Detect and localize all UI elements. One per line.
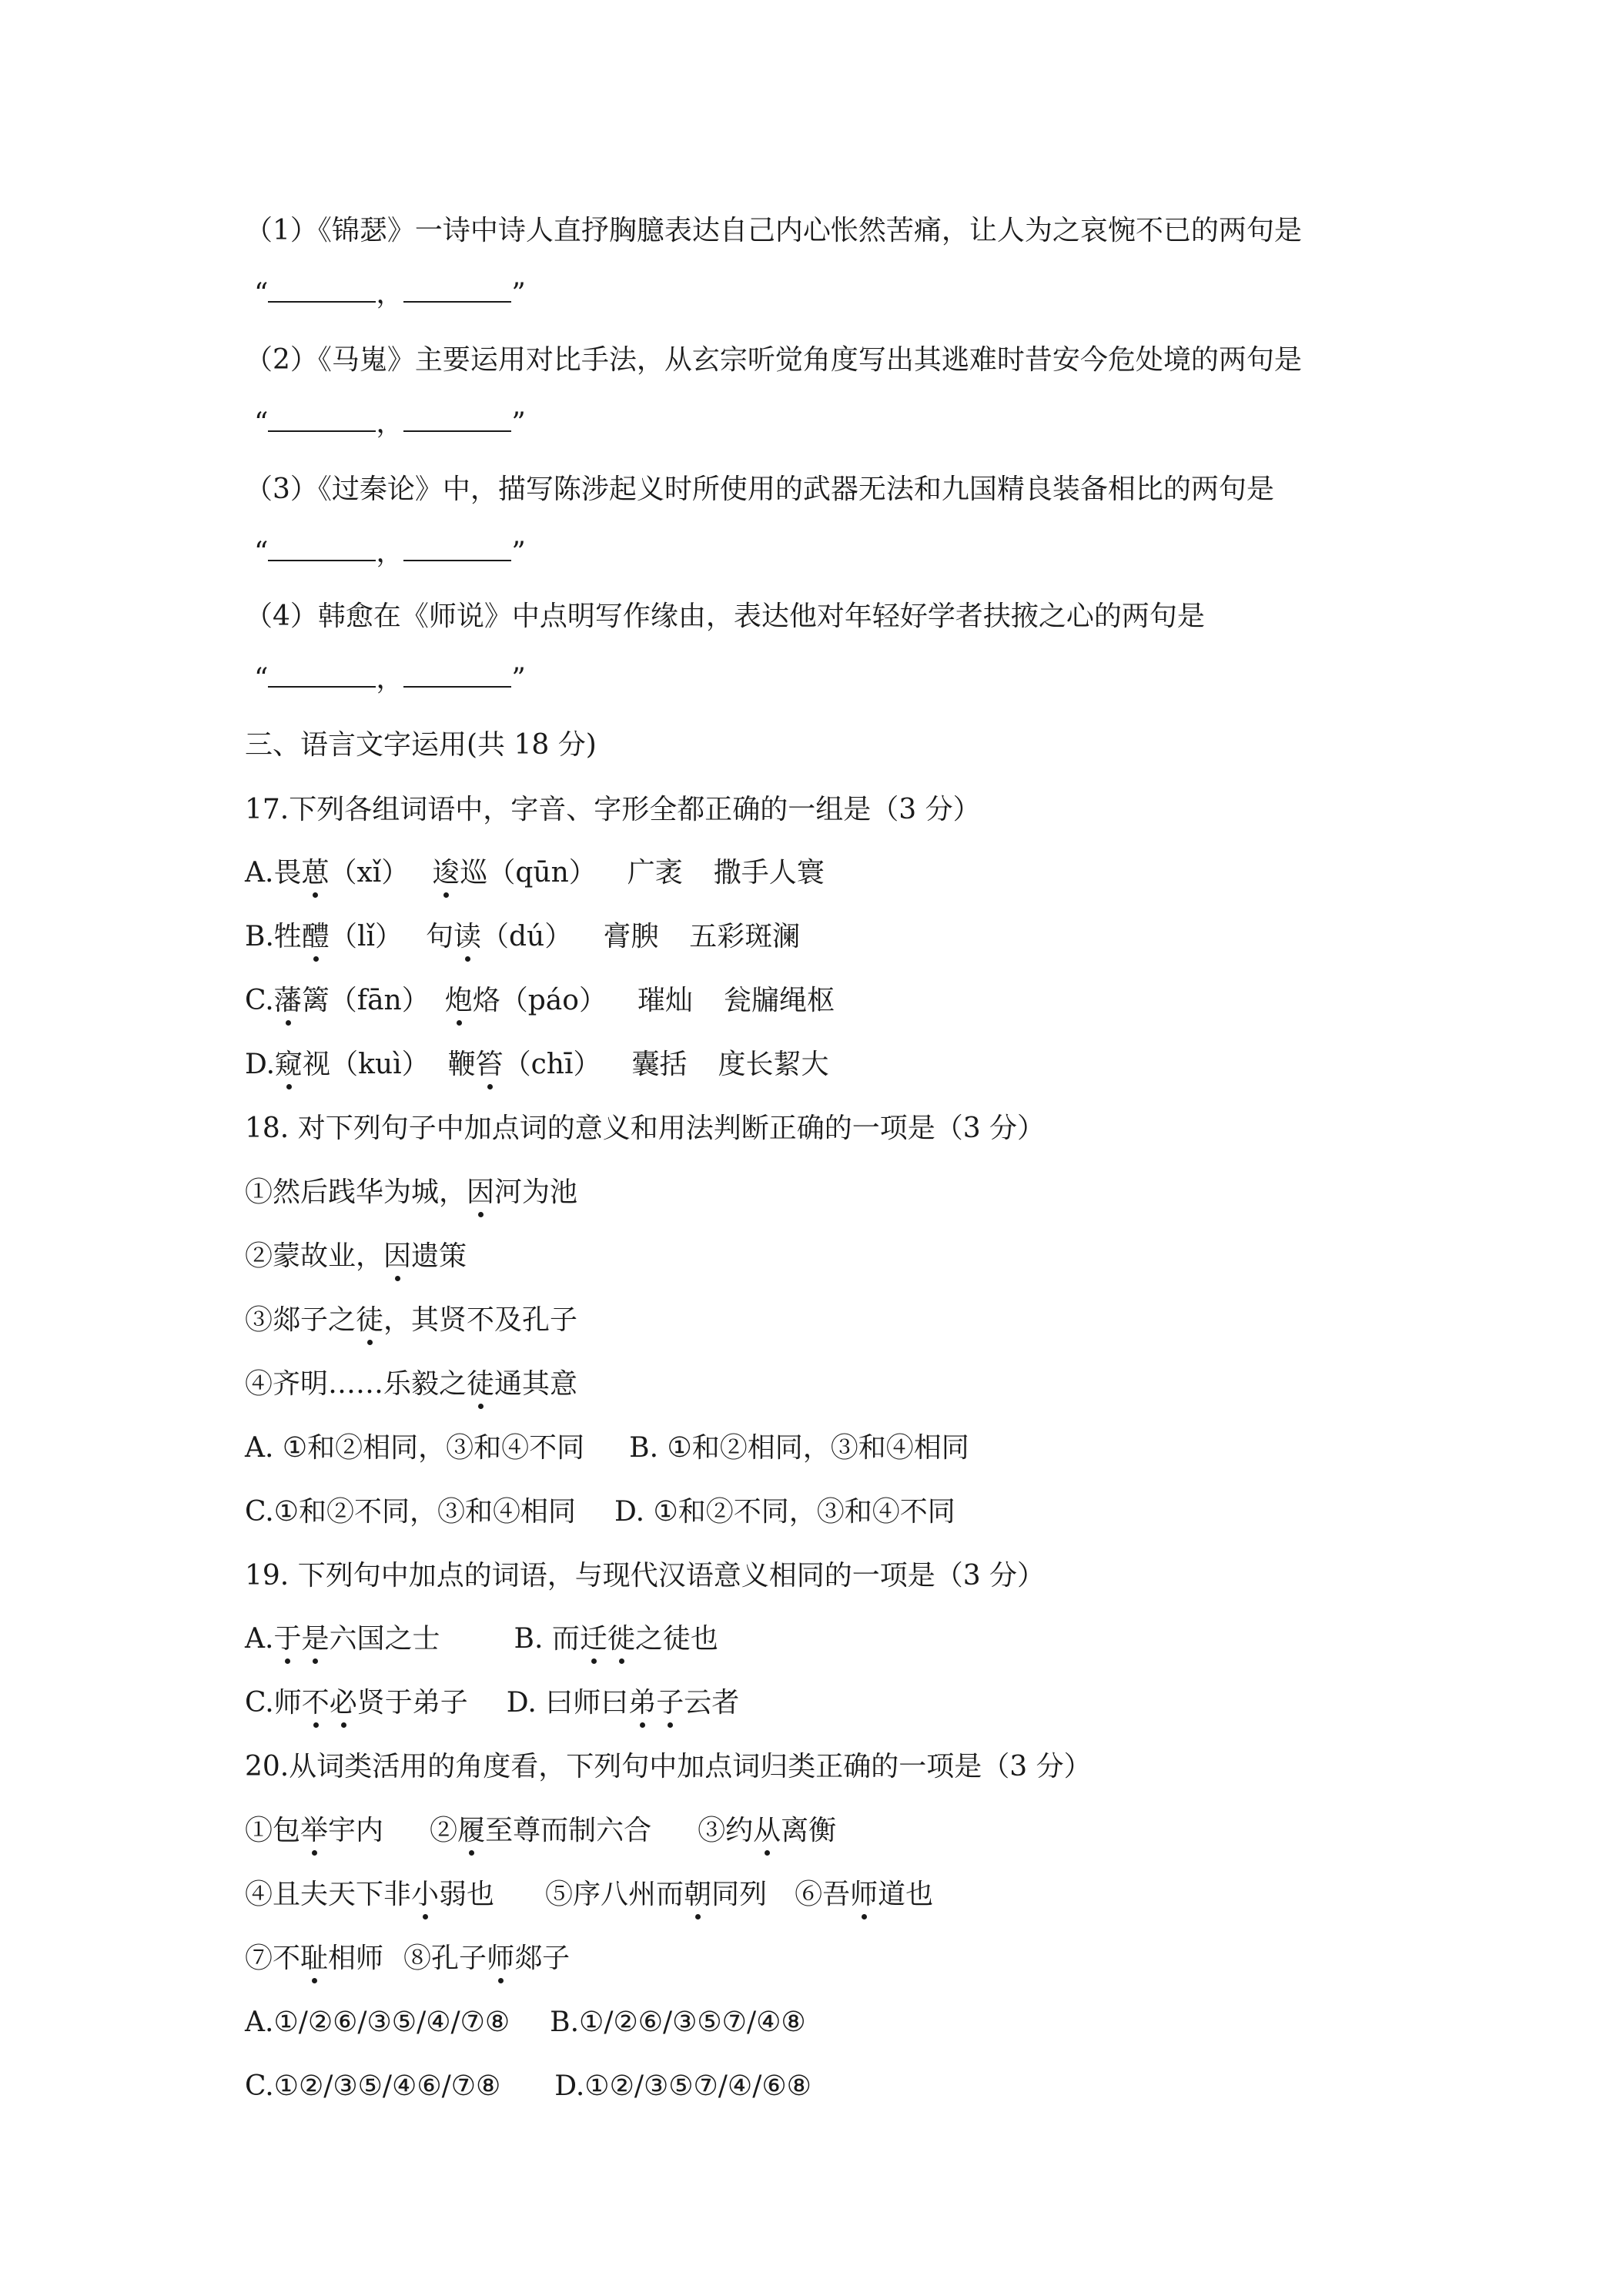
answer-blank[interactable] [403, 537, 511, 561]
word: 璀灿 [637, 985, 693, 1016]
sentence-text: ④齐明……乐毅之 [245, 1368, 467, 1400]
dotted-char: 徙 [607, 1623, 635, 1655]
dotted-char: 逡 [432, 857, 460, 889]
close-quote: ” [511, 407, 526, 439]
word: 烙 [472, 985, 500, 1016]
q17-stem: 17.下列各组词语中，字音、字形全都正确的一组是（3 分） [245, 794, 981, 825]
option-letter: C. [245, 985, 274, 1016]
sentence-text: ，其贤不及孔子 [383, 1304, 578, 1336]
q20-sentences-row-2 [245, 1876, 933, 1913]
dotted-char: 耻 [300, 1943, 329, 1974]
answer-blank[interactable] [268, 407, 376, 432]
dotted-char: 葸 [301, 857, 330, 889]
recitation-q3-text: （3）《过秦论》中，描写陈涉起义时所使用的武器无法和九国精良装备相比的两句是 [245, 474, 1274, 505]
q20-option-d[interactable]: D.①②/③⑤⑦/④/⑥⑧ [554, 2070, 812, 2102]
open-quote: “ [254, 663, 269, 694]
sentence-text: ③约 [698, 1815, 754, 1846]
pinyin: （dú） [481, 921, 573, 952]
q18-options-row-1 [245, 1430, 969, 1467]
dotted-char: 徒 [356, 1304, 384, 1336]
q19-option-b[interactable] [514, 1623, 718, 1655]
comma: ， [376, 407, 404, 439]
answer-blank[interactable] [268, 663, 376, 688]
close-quote: ” [511, 278, 526, 310]
sentence-text: ⑥吾 [795, 1879, 851, 1910]
word: 篱 [301, 985, 330, 1016]
option-letter: B. [245, 921, 274, 952]
dotted-char: 炮 [444, 985, 473, 1016]
word: 囊括 [631, 1049, 688, 1080]
q17-option-b[interactable] [245, 919, 800, 956]
q18-options-row-2 [245, 1494, 955, 1531]
recitation-q1-answer-blanks[interactable] [254, 276, 526, 313]
dotted-char: 子 [656, 1687, 684, 1719]
dotted-char: 醴 [301, 921, 330, 952]
q19-option-c[interactable] [245, 1687, 468, 1719]
sentence-text: 宇内 [328, 1815, 384, 1846]
q19-stem: 19. 下列句中加点的词语，与现代汉语意义相同的一项是（3 分） [245, 1560, 1046, 1591]
q18-option-a[interactable]: A. ①和②相同，③和④不同 [245, 1432, 585, 1464]
comma: ， [376, 537, 404, 568]
dotted-char: 于 [273, 1623, 302, 1655]
sentence-text: 郯子 [514, 1943, 571, 1974]
dotted-char: 迁 [579, 1623, 607, 1655]
answer-blank[interactable] [403, 663, 511, 688]
option-text: 云者 [684, 1687, 740, 1719]
recitation-q1-text: （1）《锦瑟》一诗中诗人直抒胸臆表达自己内心怅然苦痛，让人为之哀惋不已的两句是 [245, 215, 1302, 246]
option-text: 贤于弟子 [356, 1687, 468, 1719]
word: 畏 [273, 857, 302, 889]
word: 视 [303, 1049, 331, 1080]
q20-sentences-row-1 [245, 1812, 836, 1849]
answer-blank[interactable] [268, 537, 376, 561]
word: 牲 [273, 921, 302, 952]
option-text: B. 而 [514, 1623, 580, 1655]
word: 广袤 [627, 857, 683, 889]
q18-stem: 18. 对下列句子中加点词的意义和用法判断正确的一项是（3 分） [245, 1113, 1046, 1144]
q20-sentence-3 [698, 1815, 836, 1846]
sentence-text: ④且夫天下非 [245, 1879, 412, 1910]
dotted-char: 从 [753, 1815, 781, 1846]
answer-blank[interactable] [403, 278, 511, 303]
sentence-text: 河为池 [494, 1176, 578, 1208]
sentence-text: ② [430, 1815, 458, 1846]
pinyin: （kuì） [330, 1049, 430, 1080]
dotted-char: 师 [487, 1943, 515, 1974]
q20-sentences-row-3 [245, 1940, 570, 1977]
dotted-char: 笞 [475, 1049, 504, 1080]
q20-sentence-4 [245, 1879, 494, 1910]
sentence-text: 弱也 [439, 1879, 495, 1910]
q20-options-row-1 [245, 2004, 806, 2041]
recitation-q2-text: （2）《马嵬》主要运用对比手法，从玄宗听觉角度写出其逃难时昔安今危处境的两句是 [245, 344, 1302, 376]
word: 句 [425, 921, 453, 952]
option-text: D. 曰师曰 [506, 1687, 629, 1719]
sentence-text: ①包 [245, 1815, 301, 1846]
word: 鞭 [447, 1049, 476, 1080]
q18-sentence-2 [245, 1238, 467, 1275]
dotted-char: 读 [453, 921, 481, 952]
word: 五彩斑澜 [689, 921, 801, 952]
dotted-char: 举 [300, 1815, 329, 1846]
word: 撒手人寰 [713, 857, 825, 889]
word: 度长絜大 [718, 1049, 829, 1080]
sentence-text: 同列 [711, 1879, 768, 1910]
sentence-text: ⑤序八州而 [545, 1879, 684, 1910]
sentence-text: 道也 [878, 1879, 934, 1910]
recitation-q4-text: （4）韩愈在《师说》中点明写作缘由，表达他对年轻好学者扶掖之心的两句是 [245, 601, 1205, 632]
dotted-char: 必 [329, 1687, 357, 1719]
q19-options-row-2 [245, 1685, 739, 1722]
open-quote: “ [254, 407, 269, 439]
dotted-char: 履 [457, 1815, 486, 1846]
recitation-q4-answer-blanks[interactable] [254, 661, 526, 698]
sentence-text: ③郯子之 [245, 1304, 356, 1336]
q20-sentence-7 [245, 1943, 383, 1974]
pinyin: （fān） [329, 985, 430, 1016]
pinyin: （chī） [503, 1049, 601, 1080]
word: 瓮牖绳枢 [723, 985, 835, 1016]
pinyin: （lǐ） [329, 921, 403, 952]
option-text: C.师 [245, 1687, 302, 1719]
comma: ， [376, 278, 404, 310]
q19-option-d[interactable] [507, 1687, 740, 1719]
q18-option-b[interactable]: B. ①和②相同，③和④相同 [629, 1432, 969, 1464]
q20-sentence-2 [430, 1815, 651, 1846]
q20-option-a[interactable]: A.①/②⑥/③⑤/④/⑦⑧ [245, 2006, 510, 2038]
q19-option-a[interactable] [245, 1623, 440, 1655]
q20-option-b[interactable]: B.①/②⑥/③⑤⑦/④⑧ [550, 2006, 806, 2038]
q20-sentence-1 [245, 1815, 383, 1846]
q18-option-d[interactable]: D. ①和②不同，③和④不同 [614, 1496, 955, 1528]
q20-sentence-8 [403, 1943, 570, 1974]
recitation-q2-answer-blanks[interactable] [254, 405, 526, 442]
q18-sentence-4 [245, 1366, 577, 1403]
q19-options-row-1 [245, 1621, 718, 1658]
dotted-char: 朝 [684, 1879, 712, 1910]
dotted-char: 徒 [467, 1368, 495, 1400]
q18-sentence-3 [245, 1302, 577, 1339]
word: 巡 [460, 857, 488, 889]
q18-option-c[interactable]: C.①和②不同，③和④相同 [245, 1496, 576, 1528]
recitation-q3-answer-blanks[interactable] [254, 534, 526, 571]
word: 膏腴 [603, 921, 659, 952]
dotted-char: 弟 [628, 1687, 657, 1719]
sentence-text: 遗策 [411, 1240, 467, 1272]
sentence-text: 通其意 [494, 1368, 578, 1400]
sentence-text: 相师 [328, 1943, 384, 1974]
close-quote: ” [511, 537, 526, 568]
dotted-char: 窥 [275, 1049, 303, 1080]
sentence-text: 至尊而制六合 [485, 1815, 652, 1846]
pinyin: （xǐ） [329, 857, 410, 889]
close-quote: ” [511, 663, 526, 694]
open-quote: “ [254, 537, 269, 568]
sentence-text: ⑧孔子 [403, 1943, 487, 1974]
sentence-text: ⑦不 [245, 1943, 301, 1974]
pinyin: （qūn） [487, 857, 597, 889]
q20-sentence-5 [545, 1879, 767, 1910]
sentence-text: ②蒙故业， [245, 1240, 384, 1272]
option-letter: A. [245, 857, 274, 889]
option-letter: A. [245, 1623, 274, 1655]
answer-blank[interactable] [268, 278, 376, 303]
option-letter: D. [245, 1049, 276, 1080]
pinyin: （páo） [500, 985, 607, 1016]
option-text: 六国之士 [329, 1623, 440, 1655]
open-quote: “ [254, 278, 269, 310]
q20-sentence-6 [795, 1879, 933, 1910]
dotted-char: 师 [850, 1879, 878, 1910]
section-heading: 三、语言文字运用(共 18 分) [245, 729, 597, 761]
comma: ， [376, 663, 404, 694]
dotted-char: 因 [383, 1240, 412, 1272]
q20-option-c[interactable]: C.①②/③⑤/④⑥/⑦⑧ [245, 2070, 501, 2102]
dotted-char: 因 [467, 1176, 495, 1208]
q20-options-row-2 [245, 2068, 812, 2105]
dotted-char: 藩 [273, 985, 302, 1016]
q20-stem: 20.从词类活用的角度看，下列句中加点词归类正确的一项是（3 分） [245, 1751, 1092, 1782]
sentence-text: 离衡 [781, 1815, 837, 1846]
dotted-char: 小 [411, 1879, 440, 1910]
q17-option-a[interactable] [245, 855, 825, 892]
q17-option-d[interactable] [245, 1046, 829, 1083]
dotted-char: 不 [301, 1687, 330, 1719]
q17-option-c[interactable] [245, 982, 835, 1019]
answer-blank[interactable] [403, 407, 511, 432]
sentence-text: ①然后践华为城， [245, 1176, 467, 1208]
option-text: 之徒也 [634, 1623, 718, 1655]
dotted-char: 是 [301, 1623, 330, 1655]
q18-sentence-1 [245, 1174, 577, 1211]
